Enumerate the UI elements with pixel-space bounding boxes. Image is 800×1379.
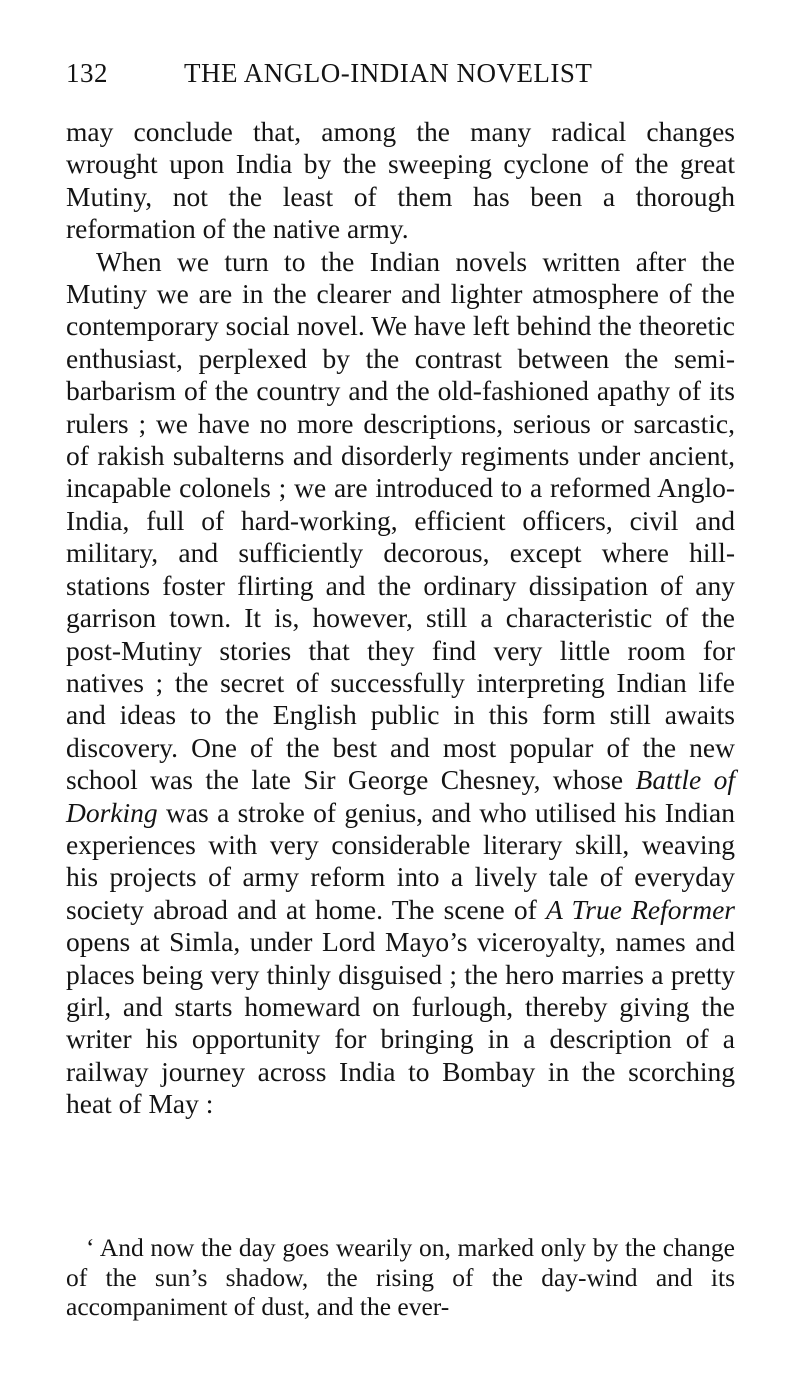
book-title-a-true-reformer: A True Reformer — [546, 893, 735, 925]
paragraph-post-mutiny-novels — [66, 246, 735, 1121]
paragraph-text: was a stroke of genius, and who utilised his Indian experiences with very considerable literary skill, weaving his projects of army reform into a lively tale of everyday society abroad and at home. The scene of — [66, 796, 735, 925]
book-title-battle-of-dorking: Battle of Dorking — [66, 764, 735, 828]
running-title: THE ANGLO-INDIAN NOVELIST — [184, 58, 593, 88]
paragraph-text: When we turn to the Indian novels written after the Mutiny we are in the clearer and lighter atmosphere of the contemporary social novel. We have left behind the theoretic enthusiast, perplexed by the contrast between the semi-barbarism of the country and the old-fashioned apathy of its rulers ; we have no more descriptions, serious or sarcastic, of rakish subalterns and disorderly regiments under ancient, incapable colonels ; we are introduced to a reformed Anglo-India, full of hard-working, efficient officers, civil and military, and sufficiently decorous, except where hill-stations foster flirting and the ordinary dissipation of any garrison town. It is, however, still a characteristic of the post-Mutiny stories that they find very little room for natives ; the secret of successfully interpreting Indian life and ideas to the English public in this form still awaits discovery. One of the best and most popular of the new school was the late Sir George Chesney, whose — [66, 245, 735, 796]
body-text — [66, 116, 735, 1121]
block-quote: ‘ And now the day goes wearily on, marked only by the change of the sun’s shadow, the rising of the day-wind and its accompaniment of dust, and the ever- — [66, 1233, 735, 1321]
paragraph-text: opens at Simla, under Lord Mayo’s viceroyalty, names and places being very thinly disguised ; the hero marries a pretty girl, and starts homeward on furlough, thereby giving the writer his opportunity for bringing in a description of a railway journey across India to Bombay in the scorching heat of May : — [66, 926, 735, 1120]
page-number: 132 — [66, 58, 108, 88]
paragraph-continued: may conclude that, among the many radical changes wrought upon India by the sweeping cyclone of the great Mutiny, not the least of them has been a thorough reformation of the native army. — [66, 116, 735, 245]
running-head — [66, 58, 746, 98]
